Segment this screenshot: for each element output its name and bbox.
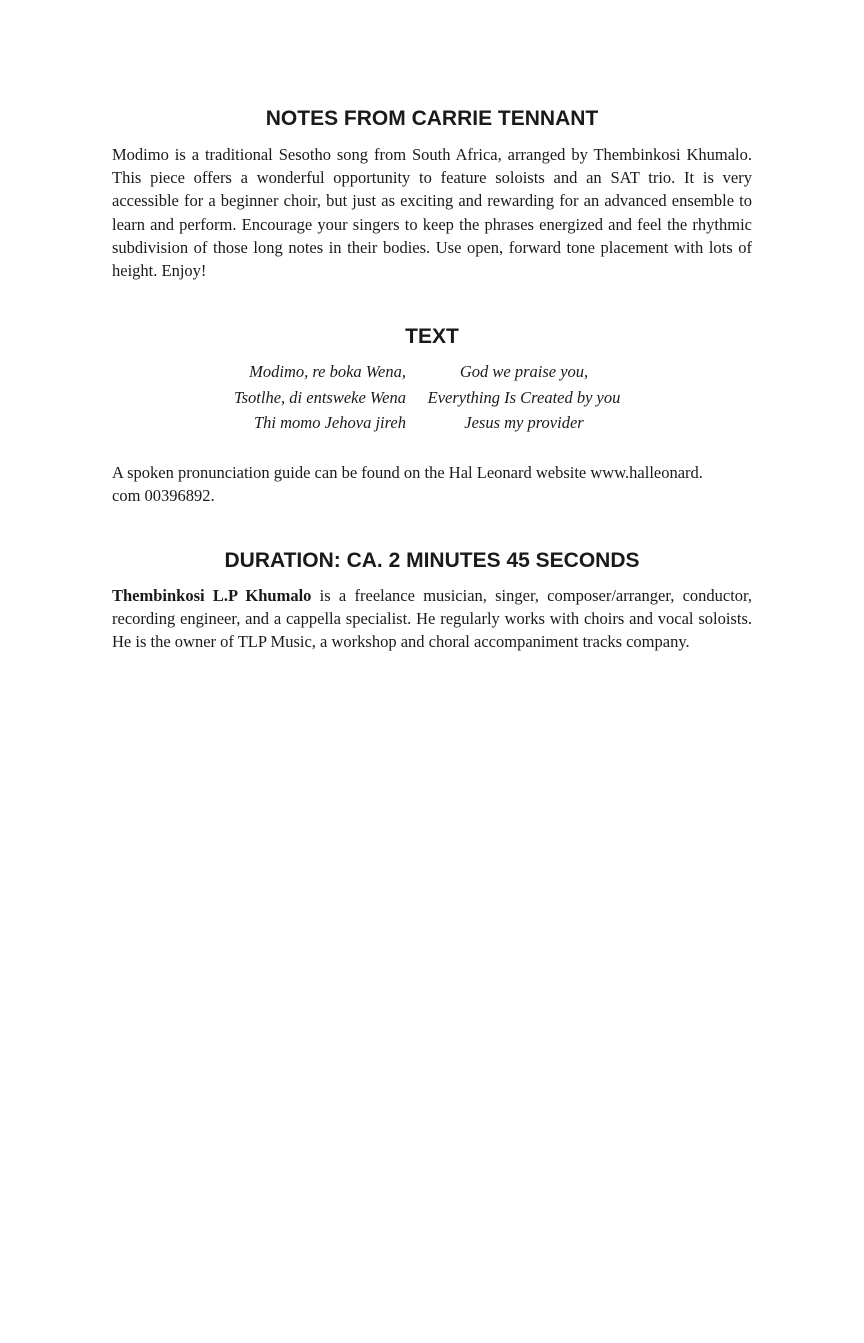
lyric-translation: Everything Is Created by you bbox=[427, 387, 621, 407]
notes-heading: NOTES FROM CARRIE TENNANT bbox=[265, 107, 599, 130]
pronunciation-paragraph bbox=[112, 461, 752, 507]
pronunciation-line-2: com 00396892. bbox=[112, 486, 215, 506]
pronunciation-line-1: A spoken pronunciation guide can be found on the Hal Leonard website www.halleonard. bbox=[112, 463, 703, 482]
lyric-row bbox=[112, 385, 752, 411]
lyric-translation: God we praise you, bbox=[459, 362, 589, 381]
bio-name: Thembinkosi L.P Khumalo bbox=[112, 586, 312, 605]
lyric-original: Tsotlhe, di entsweke Wena bbox=[233, 387, 406, 407]
bio-paragraph bbox=[112, 584, 752, 654]
lyric-row bbox=[112, 359, 752, 385]
lyric-translation: Jesus my provider bbox=[464, 413, 584, 432]
bio-text: is a freelance musician, singer, composer/arranger, conductor, recording engineer, and a cappella specialist. He regularly works with choirs and vocal soloists. He is the owner of TLP Music, a workshop and choral accompaniment tracks company. bbox=[112, 586, 753, 652]
text-heading: TEXT bbox=[405, 325, 459, 348]
lyric-original: Modimo, re boka Wena, bbox=[249, 362, 406, 381]
duration-heading: DURATION: CA. 2 MINUTES 45 SECONDS bbox=[224, 549, 640, 572]
lyric-original: Thi momo Jehova jireh bbox=[254, 413, 406, 432]
notes-paragraph: Modimo is a traditional Sesotho song from South Africa, arranged by Thembinkosi Khumalo. This piece offers a wonderful opportunity to feature soloists and an SAT trio. It is very accessible for a beginner choir, but just as exciting and rewarding for an advanced ensemble to learn and perform. Encourage your singers to keep the phrases energized and feel the rhythmic subdivision of those long notes in their bodies. Use open, forward tone placement with lots of height. Enjoy! bbox=[112, 145, 752, 281]
lyrics-block bbox=[112, 359, 752, 436]
lyric-row bbox=[112, 410, 752, 436]
